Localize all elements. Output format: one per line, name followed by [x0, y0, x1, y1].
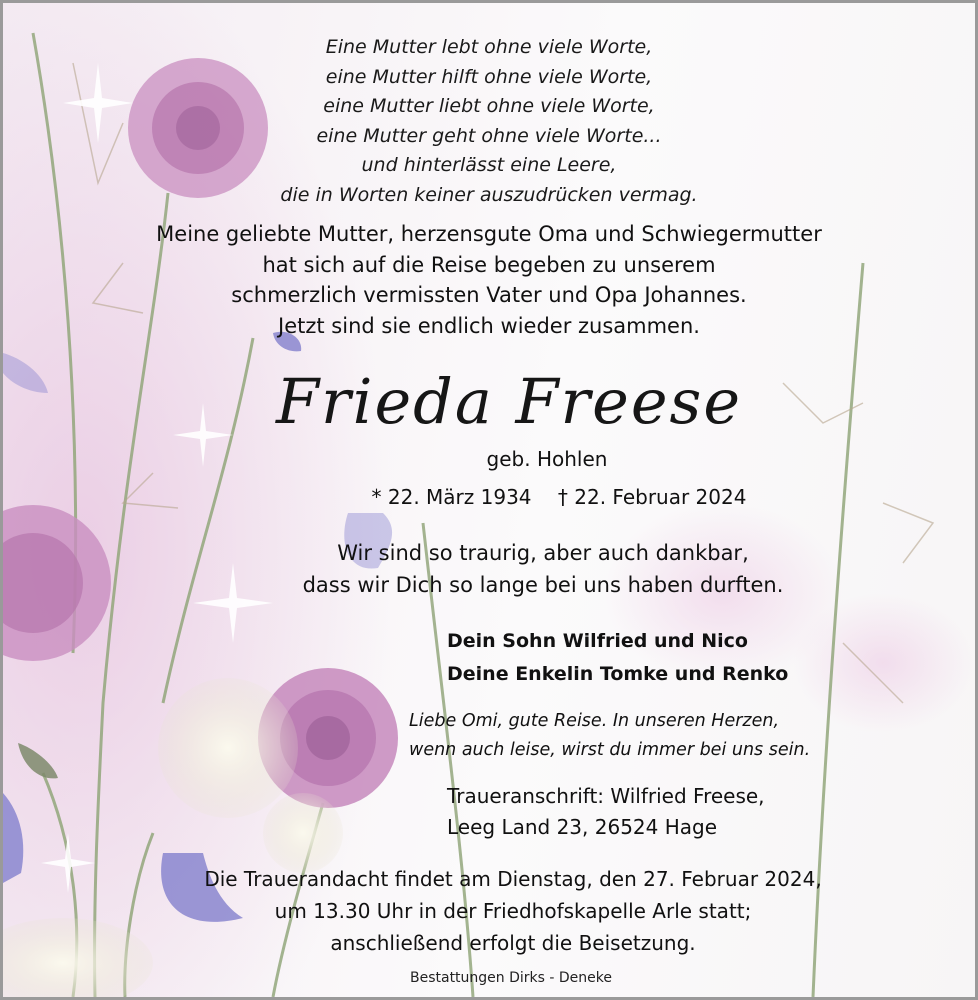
gratitude-text: [163, 537, 923, 601]
announcement-line: hat sich auf die Reise begeben zu unserem: [262, 252, 716, 277]
address-line: Leeg Land 23, 26524 Hage: [447, 815, 718, 839]
service-line: anschließend erfolgt die Beisetzung.: [330, 931, 696, 955]
announcement-line: Jetzt sind sie endlich wieder zusammen.: [278, 313, 700, 338]
gratitude-line: dass wir Dich so lange bei uns haben durften.: [302, 573, 784, 597]
service-line: um 13.30 Uhr in der Friedhofskapelle Arle statt;: [274, 899, 752, 923]
poem-line: und hinterlässt eine Leere,: [361, 154, 617, 176]
poem-line: eine Mutter geht ohne viele Worte...: [316, 124, 662, 147]
farewell-line: wenn auch leise, wirst du immer bei uns sein.: [409, 740, 811, 760]
deceased-name: Frieda Freese: [275, 365, 743, 438]
announcement-text: [3, 219, 975, 341]
mourner-line: Dein Sohn Wilfried und Nico: [447, 630, 748, 652]
mourners-list: [447, 625, 927, 691]
poem-line: eine Mutter liebt ohne viele Worte,: [323, 95, 655, 117]
life-dates: [73, 482, 978, 512]
death-date: † 22. Februar 2024: [557, 485, 747, 509]
poem-line: eine Mutter hilft ohne viele Worte,: [325, 65, 653, 88]
funeral-service-info: [123, 863, 903, 959]
gratitude-line: Wir sind so traurig, aber auch dankbar,: [337, 541, 749, 565]
mourning-address: [447, 781, 847, 843]
funeral-home-credit: Bestattungen Dirks - Deneke: [409, 970, 612, 986]
farewell-wish: [409, 707, 909, 765]
address-line: Traueranschrift: Wilfried Freese,: [447, 784, 765, 808]
memorial-poem: [3, 33, 975, 210]
poem-line: die in Worten keiner auszudrücken vermag.: [280, 183, 698, 206]
mourner-line: Deine Enkelin Tomke und Renko: [447, 663, 789, 685]
birth-date: * 22. März 1934: [371, 485, 532, 509]
service-line: Die Trauerandacht findet am Dienstag, den 27. Februar 2024,: [204, 867, 822, 891]
poem-line: Eine Mutter lebt ohne viele Worte,: [325, 36, 653, 58]
announcement-line: schmerzlich vermissten Vater und Opa Johannes.: [231, 283, 747, 308]
announcement-line: Meine geliebte Mutter, herzensgute Oma und Schwiegermutter: [156, 222, 822, 246]
farewell-line: Liebe Omi, gute Reise. In unseren Herzen,: [409, 711, 780, 731]
birth-name: geb. Hohlen: [486, 447, 608, 471]
